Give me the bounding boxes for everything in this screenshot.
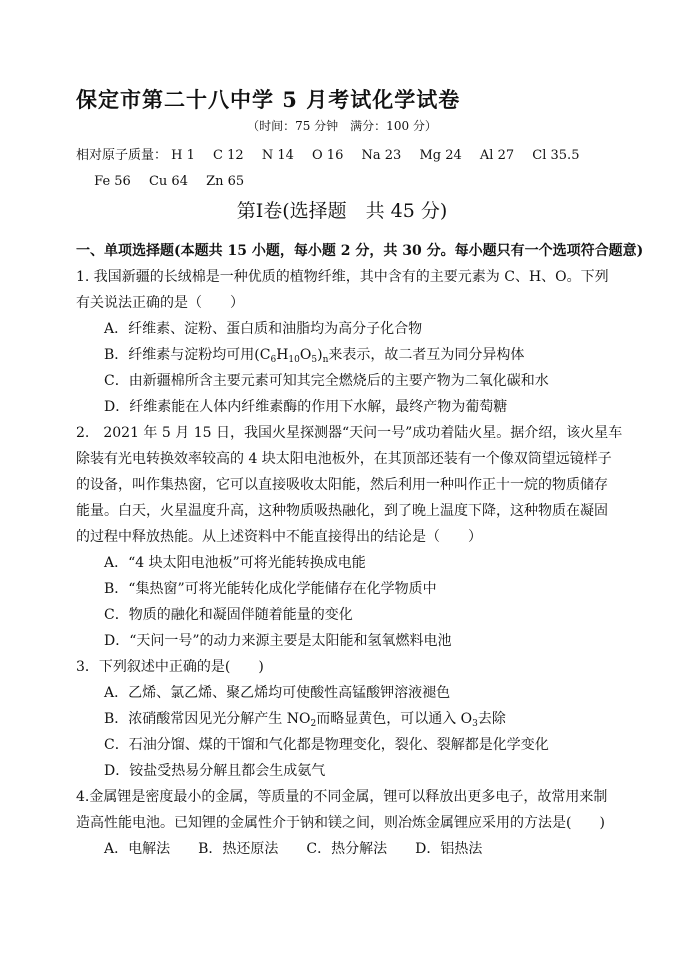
atomic-mass-cl: Cl 35.5: [532, 148, 580, 163]
q2-stem-line1: 2. 2021 年 5 月 15 日，我国火星探测器“天问一号”成功着陆火星。据介绍，该火星车: [76, 425, 623, 441]
atomic-mass-zn: Zn 65: [206, 174, 245, 189]
q2-stem-line5: 的过程中释放热能。从上述资料中不能直接得出的结论是（ ）: [76, 529, 482, 545]
q2-stem-line4: 能量。白天，火星温度升高，这种物质吸热融化，到了晚上温度下降，这种物质在凝固: [76, 503, 608, 519]
q2-stem-line2: 除装有光电转换效率较高的 4 块太阳电池板外，在其顶部还装有一个像双筒望远镜样子: [76, 451, 612, 467]
q1-stem-line2: 有关说法正确的是（ ）: [76, 295, 244, 311]
q1-b-sub-n: n: [322, 355, 329, 365]
exam-title: 保定市第二十八中学 5 月考试化学试卷: [76, 87, 461, 112]
part-one-title: 第Ⅰ卷(选择题 共 45 分): [236, 200, 448, 222]
atomic-mass-na: Na 23: [361, 148, 402, 163]
q4-stem-line1: 4.金属锂是密度最小的金属，等质量的不同金属，锂可以释放出更多电子，故常用来制: [76, 789, 608, 805]
q4-stem-line2: 造高性能电池。已知锂的金属性介于钠和镁之间，则冶炼金属锂应采用的方法是( ): [76, 815, 605, 831]
atomic-mass-o: O 16: [312, 148, 344, 163]
q1-option-b: [104, 344, 524, 364]
q1-b-text-paren: ): [317, 347, 323, 363]
q3-option-d: D．铵盐受热易分解且都会生成氨气: [104, 763, 326, 779]
q1-option-d: D．纤维素能在人体内纤维素酶的作用下水解，最终产物为葡萄糖: [104, 399, 508, 415]
q3-b-text-pre: B．浓硝酸常因见光分解产生 NO: [104, 711, 311, 727]
q2-option-b: B．“集热窗”可将光能转化成化学能储存在化学物质中: [104, 581, 437, 597]
atomic-mass-n: N 14: [261, 148, 294, 163]
q1-b-sub-5: 5: [311, 355, 318, 365]
atomic-mass-al: Al 27: [479, 148, 515, 163]
q1-stem-line1: 1. 我国新疆的长绒棉是一种优质的植物纤维，其中含有的主要元素为 C、H、O。下列: [76, 269, 609, 285]
atomic-mass-line: [76, 143, 616, 195]
q2-option-d: D．“天问一号”的动力来源主要是太阳能和氢氧燃料电池: [104, 633, 452, 649]
q1-b-sub-10: 10: [288, 355, 300, 365]
q3-b-sub-3: 3: [472, 719, 478, 729]
q2-option-a: A．“4 块太阳电池板”可将光能转换成电能: [104, 555, 366, 571]
q3-b-text-mid: 而略显黄色，可以通入 O: [316, 711, 473, 727]
exam-subtitle: （时间：75 分钟 满分：100 分）: [247, 119, 437, 133]
q2-stem-line3: 的设备，叫作集热窗，它可以直接吸收太阳能，然后利用一种叫作正十一烷的物质储存: [76, 477, 608, 493]
atomic-mass-c: C 12: [213, 148, 244, 163]
q1-b-sub-6: 6: [270, 355, 277, 365]
atomic-mass-label: 相对原子质量：: [76, 148, 168, 163]
q3-option-b: [104, 708, 506, 728]
q2-option-c: C．物质的融化和凝固伴随着能量的变化: [104, 607, 353, 623]
q1-b-text-o: O: [299, 347, 312, 363]
q3-b-sub-2: 2: [310, 719, 317, 729]
q4-options: A．电解法 B．热还原法 C．热分解法 D．铝热法: [104, 841, 483, 857]
q1-option-a: A．纤维素、淀粉、蛋白质和油脂均为高分子化合物: [104, 321, 423, 337]
section-one-heading: 一、单项选择题(本题共 15 小题，每小题 2 分，共 30 分。每小题只有一个选项符合题意): [76, 243, 644, 259]
q1-b-text-pre: B．纤维素与淀粉均可用(C: [104, 347, 271, 363]
q3-stem: 3．下列叙述中正确的是( ): [76, 659, 264, 675]
q1-b-text-post: 来表示，故二者互为同分异构体: [328, 347, 525, 363]
q3-option-c: C．石油分馏、煤的干馏和气化都是物理变化，裂化、裂解都是化学变化: [104, 737, 549, 753]
q3-b-text-post: 去除: [477, 711, 506, 727]
atomic-mass-fe: Fe 56: [94, 174, 131, 189]
q3-option-a: A．乙烯、氯乙烯、聚乙烯均可使酸性高锰酸钾溶液褪色: [104, 685, 451, 701]
q1-b-text-h: H: [276, 347, 289, 363]
atomic-mass-mg: Mg 24: [419, 148, 462, 163]
atomic-mass-h: H 1: [171, 148, 195, 163]
atomic-mass-cu: Cu 64: [148, 174, 188, 189]
q1-option-c: C．由新疆棉所含主要元素可知其完全燃烧后的主要产物为二氧化碳和水: [104, 373, 549, 389]
